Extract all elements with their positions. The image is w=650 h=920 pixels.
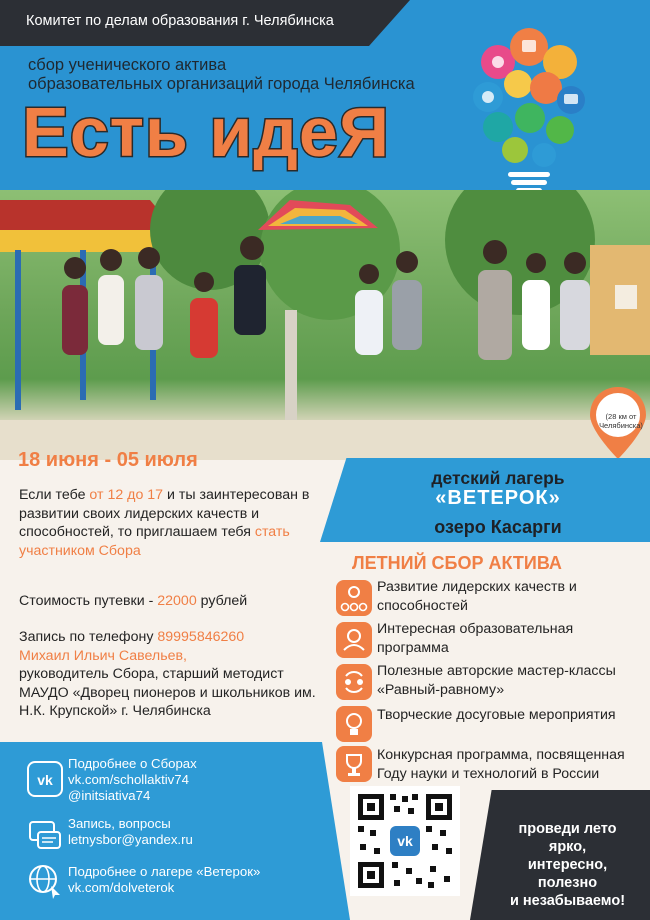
- age-range: от 12 до 17: [89, 487, 164, 503]
- contact-position: руководитель Сбора, старший методист МАУДО «Дворец пионеров и школьников им. Н.К. Крупской» г. Челябинска: [19, 666, 316, 719]
- event-title: Есть идеЯ: [22, 93, 391, 171]
- contest-icon: [336, 746, 372, 782]
- price-value: 22000: [157, 593, 197, 609]
- mail-links: [68, 816, 193, 848]
- svg-text:vk: vk: [397, 833, 413, 849]
- masterclass-icon: [336, 664, 372, 700]
- svg-text:vk: vk: [37, 772, 53, 788]
- contact-name: Михаил Ильич Савельев,: [19, 647, 187, 664]
- slogan-line-2: ярко,: [548, 839, 587, 855]
- camp-links: [68, 864, 260, 896]
- camp-location: озеро Касарги: [434, 517, 562, 537]
- contact-info: [19, 628, 324, 721]
- vk-group-link[interactable]: vk.com/schollaktiv74: [68, 772, 189, 787]
- feature-4-text: Творческие досуговые мероприятия: [377, 707, 616, 723]
- email-link[interactable]: letnysbor@yandex.ru: [68, 832, 193, 847]
- qr-code-image: [350, 786, 460, 896]
- committee-name: Комитет по делам образования г. Челябинска: [26, 13, 334, 29]
- vk-icon[interactable]: [26, 760, 64, 798]
- intro-text: [19, 486, 319, 560]
- photo-illustration: [0, 190, 650, 460]
- subtitle-line-2: образовательных организаций города Челябинска: [28, 75, 415, 93]
- feature-2-text: Интересная образовательная программа: [377, 621, 574, 656]
- slogan-line-5: и незабываемо!: [509, 893, 626, 909]
- vk-handle[interactable]: @initsiativa74: [68, 788, 151, 803]
- vk-title: Подробнее о Сборах: [68, 756, 197, 771]
- price-label: Стоимость путевки -: [19, 593, 158, 609]
- slogan-text: [480, 820, 650, 910]
- camp-vk-link[interactable]: vk.com/dolveterok: [68, 880, 175, 895]
- intro-part-1: Если тебе: [19, 487, 90, 503]
- globe-icon[interactable]: [26, 862, 64, 900]
- camp-distance: (28 км от Челябинска): [599, 412, 643, 430]
- feature-3-text: Полезные авторские мастер-классы «Равный-равному»: [377, 663, 616, 698]
- mail-title: Запись, вопросы: [68, 816, 171, 831]
- price-line: [19, 592, 319, 611]
- qr-code[interactable]: [350, 786, 460, 896]
- lightbulb-idea-icon: [468, 22, 590, 194]
- camp-type: детский лагерь: [431, 468, 565, 488]
- event-subtitle: [28, 56, 478, 94]
- vk-links: [68, 756, 197, 804]
- slogan-line-1: проведи лето: [518, 821, 617, 837]
- camp-link-title: Подробнее о лагере «Ветерок»: [68, 864, 261, 879]
- contact-label: Запись по телефону: [19, 629, 158, 645]
- event-dates: 18 июня - 05 июля: [18, 449, 198, 471]
- summer-title: ЛЕТНИЙ СБОР АКТИВА: [352, 553, 562, 573]
- creative-icon: [336, 706, 372, 742]
- camp-name: «ВЕТЕРОК»: [435, 487, 561, 509]
- intro-cta: стать участником Сбора: [19, 524, 290, 559]
- subtitle-line-1: сбор ученического актива: [28, 56, 227, 74]
- feature-5-text: Конкурсная программа, посвященная Году науки и технологий в России: [377, 747, 625, 782]
- slogan-line-3: интересно,: [527, 857, 608, 873]
- price-unit: рублей: [196, 593, 248, 609]
- mail-icon[interactable]: [26, 816, 64, 854]
- feature-1-text: Развитие лидерских качеств и способностей: [377, 579, 577, 614]
- leadership-icon: [336, 580, 372, 616]
- intro-part-2: и ты заинтересован в развитии своих лидерских качеств и способностей, то приглашаем тебя: [19, 487, 310, 540]
- education-icon: [336, 622, 372, 658]
- group-photo: [0, 190, 650, 460]
- contact-phone[interactable]: 89995846260: [157, 629, 245, 645]
- slogan-line-4: полезно: [537, 875, 598, 891]
